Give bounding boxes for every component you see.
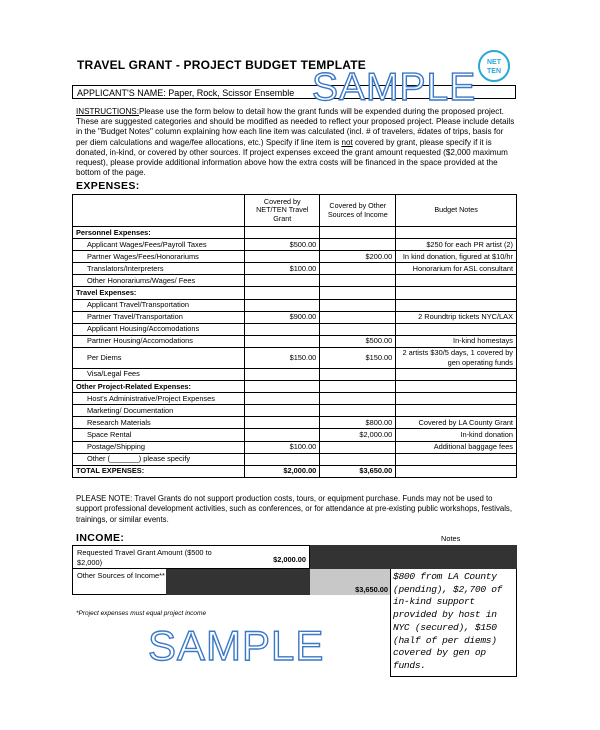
- row-grant-amount[interactable]: [245, 405, 320, 417]
- instructions-label: INSTRUCTIONS:: [76, 107, 139, 116]
- row-label: Translators/Interpreters: [73, 263, 245, 275]
- row-label: Personnel Expenses:: [73, 227, 245, 239]
- row-grant-amount[interactable]: [245, 381, 320, 393]
- row-grant-amount[interactable]: [245, 299, 320, 311]
- row-other-amount[interactable]: $500.00: [320, 335, 396, 347]
- row-budget-notes[interactable]: [396, 453, 517, 465]
- row-grant-amount[interactable]: $500.00: [245, 239, 320, 251]
- row-other-amount[interactable]: [320, 405, 396, 417]
- row-label: Travel Expenses:: [73, 287, 245, 299]
- row-other-amount[interactable]: [320, 275, 396, 287]
- table-row: [73, 453, 517, 465]
- table-row: [73, 251, 517, 263]
- income-heading: INCOME:: [76, 532, 125, 544]
- income-notes-shaded-cell: [390, 545, 517, 569]
- row-label: Marketing/ Documentation: [73, 405, 245, 417]
- table-row: [73, 275, 517, 287]
- expenses-table: [72, 194, 517, 478]
- row-budget-notes[interactable]: [396, 393, 517, 405]
- header-other-sources: Covered by Other Sources of Income: [320, 195, 396, 227]
- expenses-heading: EXPENSES:: [76, 180, 140, 192]
- row-budget-notes[interactable]: $250 for each PR artist (2): [396, 239, 517, 251]
- page-title: TRAVEL GRANT - PROJECT BUDGET TEMPLATE: [77, 58, 366, 72]
- row-budget-notes[interactable]: [396, 323, 517, 335]
- row-grant-amount[interactable]: $150.00: [245, 347, 320, 368]
- instructions-not: not: [341, 137, 353, 147]
- row-grant-amount[interactable]: [245, 417, 320, 429]
- row-budget-notes[interactable]: [396, 275, 517, 287]
- table-row: [73, 323, 517, 335]
- row-budget-notes[interactable]: [396, 227, 517, 239]
- row-budget-notes[interactable]: [396, 299, 517, 311]
- row-other-amount[interactable]: [320, 227, 396, 239]
- row-label: Partner Housing/Accomodations: [73, 335, 245, 347]
- sample-watermark-top: SAMPLE: [312, 66, 477, 109]
- net-ten-logo: NET TEN: [478, 50, 510, 82]
- header-grant: Covered by NET/TEN Travel Grant: [245, 195, 320, 227]
- row-other-amount[interactable]: [320, 311, 396, 323]
- income-grant-value[interactable]: $2,000.00: [273, 555, 306, 564]
- row-budget-notes[interactable]: [396, 368, 517, 380]
- table-row: [73, 441, 517, 453]
- table-row: [73, 393, 517, 405]
- income-other-label: Other Sources of Income**: [77, 571, 165, 580]
- row-budget-notes[interactable]: In-kind homestays: [396, 335, 517, 347]
- row-grant-amount[interactable]: [245, 227, 320, 239]
- row-label: Other Project-Related Expenses:: [73, 381, 245, 393]
- total-label: TOTAL EXPENSES:: [73, 465, 245, 477]
- row-other-amount[interactable]: $150.00: [320, 347, 396, 368]
- total-other: $3,650.00: [320, 465, 396, 477]
- row-grant-amount[interactable]: [245, 393, 320, 405]
- table-row: [73, 263, 517, 275]
- row-budget-notes[interactable]: [396, 405, 517, 417]
- income-other-value[interactable]: $3,650.00: [355, 585, 388, 594]
- please-note: PLEASE NOTE: Travel Grants do not support production costs, tours, or equipment purchase. Funds may not be used to support professional development activities, such as conferences, or for attendance at pre-existing public workshops, festivals, trainings, or similar events.: [76, 494, 512, 524]
- table-row: [73, 227, 517, 239]
- row-other-amount[interactable]: [320, 441, 396, 453]
- row-other-amount[interactable]: [320, 381, 396, 393]
- table-row: [73, 381, 517, 393]
- instructions-text-2: covered by grant, please specify if it is donated, in-kind, or covered by other sources. If project expenses exceed the grant amount requested ($2,000 maximum request), please provide additional information above how the extra costs will be financed in the space provided at the bottom of the page.: [76, 137, 508, 178]
- row-grant-amount[interactable]: [245, 323, 320, 335]
- row-budget-notes[interactable]: [396, 381, 517, 393]
- row-other-amount[interactable]: [320, 287, 396, 299]
- table-row: [73, 287, 517, 299]
- sample-watermark-bottom: SAMPLE: [148, 622, 325, 669]
- row-other-amount[interactable]: $200.00: [320, 251, 396, 263]
- row-other-amount[interactable]: [320, 323, 396, 335]
- row-budget-notes[interactable]: In kind donation, figured at $10/hr: [396, 251, 517, 263]
- row-label: Partner Wages/Fees/Honorariums: [73, 251, 245, 263]
- table-row: [73, 299, 517, 311]
- row-label: Partner Travel/Transportation: [73, 311, 245, 323]
- row-budget-notes[interactable]: Additional baggage fees: [396, 441, 517, 453]
- row-label: Per Diems: [73, 347, 245, 368]
- row-label: Postage/Shipping: [73, 441, 245, 453]
- row-budget-notes[interactable]: [396, 287, 517, 299]
- row-label: Research Materials: [73, 417, 245, 429]
- row-other-amount[interactable]: [320, 368, 396, 380]
- row-label: Applicant Housing/Accomodations: [73, 323, 245, 335]
- table-row: [73, 311, 517, 323]
- row-label: Applicant Wages/Fees/Payroll Taxes: [73, 239, 245, 251]
- row-other-amount[interactable]: $2,000.00: [320, 429, 396, 441]
- row-budget-notes[interactable]: 2 artists $30/5 days, 1 covered by gen operating funds: [396, 347, 517, 368]
- table-row: [73, 417, 517, 429]
- row-label: Space Rental: [73, 429, 245, 441]
- table-row: [73, 335, 517, 347]
- applicant-name-field[interactable]: APPLICANT'S NAME: Paper, Rock, Scissor Ensemble: [72, 85, 516, 99]
- total-row: [73, 465, 517, 477]
- row-other-amount[interactable]: $800.00: [320, 417, 396, 429]
- instructions-text-1: Please use the form below to detail how the grant funds will be expended during the proposed project. These are suggested categories and should be modified as needed to reflect your proposed project. Please include details in the "Budget Notes" column explaining how each line item was calculated (incl. # of travelers, #dates of trips, basis for per diem calculations and wage/fee allocations, etc.) Specify if line item is: [76, 107, 515, 147]
- row-grant-amount[interactable]: [245, 335, 320, 347]
- row-grant-amount[interactable]: [245, 275, 320, 287]
- table-row: [73, 239, 517, 251]
- table-row: [73, 405, 517, 417]
- row-label: Visa/Legal Fees: [73, 368, 245, 380]
- row-other-amount[interactable]: [320, 393, 396, 405]
- income-notes-label: Notes: [441, 534, 461, 543]
- row-budget-notes[interactable]: Honorarium for ASL consultant: [396, 263, 517, 275]
- row-other-amount[interactable]: [320, 239, 396, 251]
- table-row: [73, 429, 517, 441]
- row-grant-amount[interactable]: $100.00: [245, 263, 320, 275]
- row-grant-amount[interactable]: [245, 429, 320, 441]
- row-grant-amount[interactable]: [245, 368, 320, 380]
- header-budget-notes: Budget Notes: [396, 195, 517, 227]
- row-budget-notes[interactable]: In-kind donation: [396, 429, 517, 441]
- row-budget-notes[interactable]: Covered by LA County Grant: [396, 417, 517, 429]
- total-grant: $2,000.00: [245, 465, 320, 477]
- row-grant-amount[interactable]: [245, 251, 320, 263]
- row-label: Applicant Travel/Transportation: [73, 299, 245, 311]
- header-category: [73, 195, 245, 227]
- row-grant-amount[interactable]: [245, 287, 320, 299]
- row-label: Host's Administrative/Project Expenses: [73, 393, 245, 405]
- row-other-amount[interactable]: [320, 299, 396, 311]
- row-other-amount[interactable]: [320, 263, 396, 275]
- row-grant-amount[interactable]: $100.00: [245, 441, 320, 453]
- table-row: [73, 368, 517, 380]
- table-row: [73, 347, 517, 368]
- row-label: Other Honorariums/Wages/ Fees: [73, 275, 245, 287]
- row-label: Other (_______) please specify: [73, 453, 245, 465]
- table-header-row: [73, 195, 517, 227]
- income-grant-label: Requested Travel Grant Amount ($500 to $2,000): [77, 548, 212, 567]
- row-other-amount[interactable]: [320, 453, 396, 465]
- row-grant-amount[interactable]: [245, 453, 320, 465]
- instructions: [76, 107, 516, 178]
- income-row-grant: [72, 545, 310, 569]
- row-budget-notes[interactable]: 2 Roundtrip tickets NYC/LAX: [396, 311, 517, 323]
- total-notes: [396, 465, 517, 477]
- row-grant-amount[interactable]: $900.00: [245, 311, 320, 323]
- income-other-shaded-cell: [166, 569, 310, 595]
- income-notes-text[interactable]: $800 from LA County (pending), $2,700 of in-kind support provided by host in NYC (secured), $150 (half of per diems) covered by gen op funds.: [393, 571, 503, 671]
- income-shaded-cell: [310, 545, 390, 569]
- footnote: *Project expenses must equal project income: [76, 610, 207, 617]
